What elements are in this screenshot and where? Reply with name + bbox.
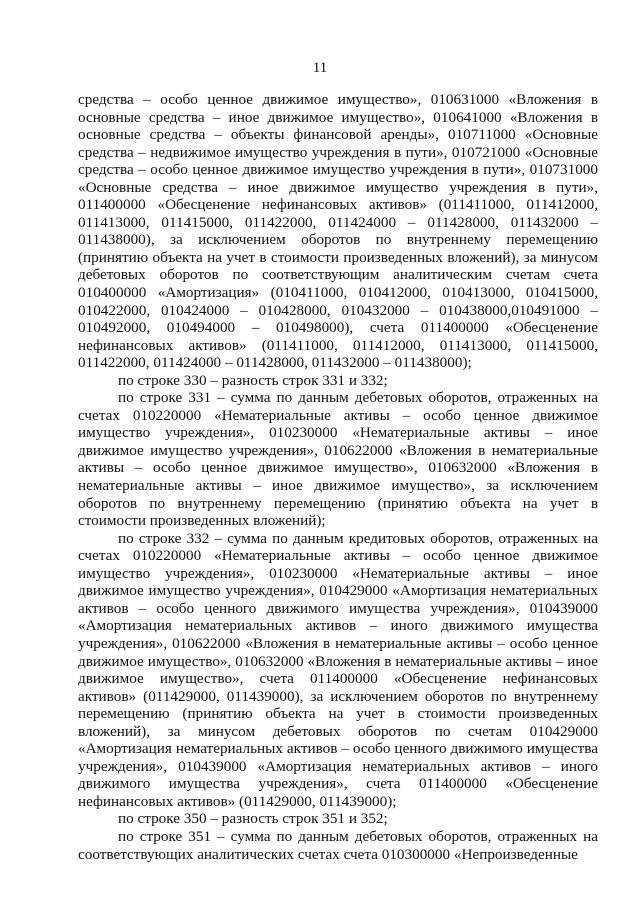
paragraph-line-351: по строке 351 – сумма по данным дебетовых оборотов, отраженных на соответствующих аналитических счетах счета 010300000 «Непроизведенные: [78, 827, 598, 863]
paragraph-continuation: средства – особо ценное движимое имущество», 010631000 «Вложения в основные средства – иное движимое имущество», 010641000 «Вложения в основные средства – объекты финансовой аренды», 010711000 «Основные средства – недвижимое имущество учреждения в пути», 010721000 «Основные средства – особо ценное движимое имущество учреждения в пути», 010731000 «Основные средства – иное движимое имущество учреждения в пути», 011400000 «Обесценение нефинансовых активов» (011411000, 011412000, 011413000, 011415000, 011422000, 011424000 – 011428000, 011432000 – 011438000), за исключением оборотов по внутреннему перемещению (принятию объекта на учет в стоимости произведенных вложений), за минусом дебетовых оборотов по соответствующим аналитическим счетам счета 010400000 «Амортизация» (010411000, 010412000, 010413000, 010415000, 010422000, 010424000 – 010428000, 010432000 – 010438000,010491000 – 010492000, 010494000 – 010498000), счета 011400000 «Обесценение нефинансовых активов» (011411000, 011412000, 011413000, 011415000, 011422000, 011424000 – 011428000, 011432000 – 011438000);: [78, 91, 598, 372]
page-number: 11: [312, 60, 328, 76]
paragraph-line-331: по строке 331 – сумма по данным дебетовых оборотов, отраженных на счетах 010220000 «Нематериальные активы – особо ценное движимое имущество учреждения», 010230000 «Нематериальные активы – иное движимое имущество учреждения», 010622000 «Вложения в нематериальные активы – особо ценное движимое имущество», 010632000 «Вложения в нематериальные активы – иное движимое имущество», за исключением оборотов по внутреннему перемещению (принятию объекта на учет в стоимости произведенных вложений);: [78, 389, 598, 530]
paragraph-line-330: по строке 330 – разность строк 331 и 332;: [118, 371, 388, 389]
paragraph-line-350: по строке 350 – разность строк 351 и 352;: [118, 810, 388, 828]
paragraph-line-332: по строке 332 – сумма по данным кредитовых оборотов, отраженных на счетах 010220000 «Нематериальные активы – особо ценное движимое имущество учреждения», 010230000 «Нематериальные активы – иное движимое имущество учреждения», 010429000 «Амортизация нематериальных активов – особо ценного движимого имущества учреждения», 010439000 «Амортизация нематериальных активов – иного движимого имущества учреждения», 010622000 «Вложения в нематериальные активы – особо ценное движимое имущество», 010632000 «Вложения в нематериальные активы – иное движимое имущество», счета 011400000 «Обесценение нефинансовых активов» (011429000, 011439000), за исключением оборотов по внутреннему перемещению (принятию объекта на учет в стоимости произведенных вложений), за минусом дебетовых оборотов по счетам 010429000 «Амортизация нематериальных активов – особо ценного движимого имущества учреждения», 010439000 «Амортизация нематериальных активов – иного движимого имущества учреждения», счета 011400000 «Обесценение нефинансовых активов» (011429000, 011439000);: [78, 529, 598, 810]
document-body: [78, 91, 598, 863]
